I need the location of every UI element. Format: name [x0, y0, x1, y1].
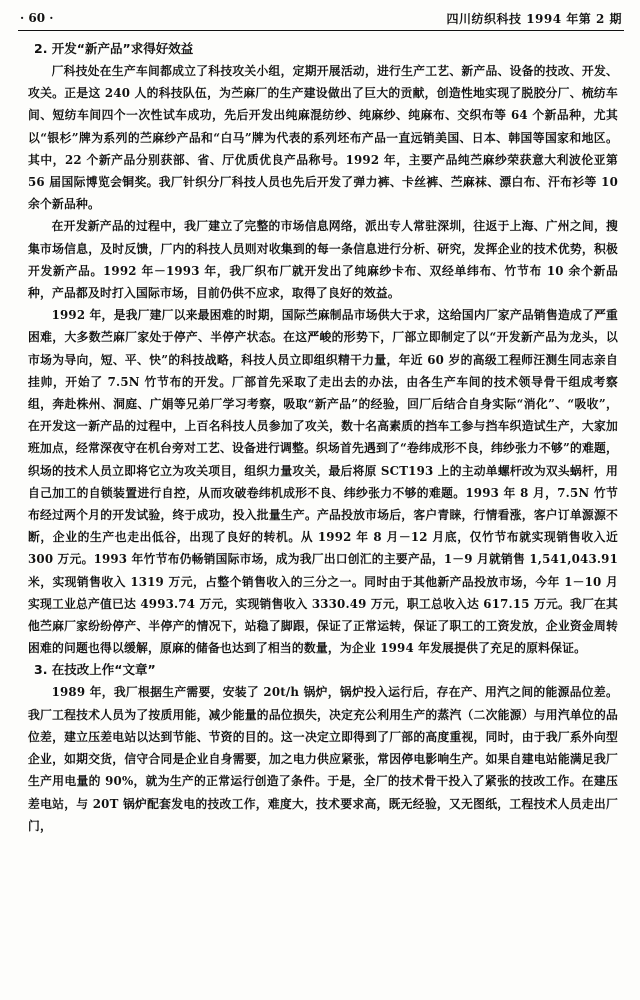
section-heading-new-products: 2. 开发“新产品”求得好效益	[34, 41, 194, 56]
section-heading-tech-renovation: 3. 在技改上作“文章”	[34, 662, 156, 678]
page-number: · 60 ·	[20, 11, 54, 25]
paragraph: 在开发新产品的过程中，我厂建立了完整的市场信息网络，派出专人常驻深圳，往返于上海、广州之间，搜集市场信息，及时反馈，厂内的科技人员则对收集到的每一条信息进行分析、研究，发挥企业的技术优势，积极开发新产品。1992 年－1993 年，我厂织布厂就开发出了纯麻纱卡布、双经单纬布、竹节布 10 余个新品种，产品都及时打入国际市场，目前仍供不应求，取得了良好的效益。	[28, 219, 618, 301]
paragraph: 1989 年，我厂根据生产需要，安装了 20t/h 锅炉，锅炉投入运行后，存在产、用汽之间的能源品位差。我厂工程技术人员为了按质用能，减少能量的品位损失，决定充公利用生产的蒸汽（二次能源）与用汽单位的品位差，建立压差电站以达到节能、节资的目的。这一决定立即得到了厂部的高度重视，同时，由于我厂系外向型企业，如期交货，信守合同是企业自身需要，加之电力供应紧张，常因停电影响生产。如果自建电站能满足我厂生产用电量的 90%，就为生产的正常运行创造了条件。于是，全厂的技术骨干投入了紧张的技改工作。在建压差电站，与 20T 锅炉配套发电的技改工作，难度大，技术要求高，既无经验，又无图纸，工程技术人员走出厂门，	[28, 685, 618, 833]
running-header	[20, 8, 622, 28]
article-body	[28, 38, 618, 1000]
paragraph: 1992 年，是我厂建厂以来最困难的时期，国际苎麻制品市场供大于求，这给国内厂家产品销售造成了严重困难，大多数苎麻厂家处于停产、半停产状态。在这严峻的形势下，厂部立即制定了以“开发新产品为龙头，以市场为导向，短、平、快”的科技战略，科技人员立即组织精干力量，年近 60 岁的高级工程师汪测生同志亲自挂帅，开始了 7.5N 竹节布的开发。厂部首先采取了走出去的办法，由各生产车间的技术领导骨干组成考察组，奔赴株州、洞庭、广娟等兄弟厂学习考察，吸取“新产品”的经验，回厂后结合自身实际“消化”、“吸收”，在开发这一新产品的过程中，上百名科技人员参加了攻关，数十名高素质的挡车工参与挡车织造试生产，大家加班加点，经常深夜守在机台旁对工艺、设备进行调整。织场首先遇到了“卷纬成形不良，纬纱张力不够”的难题，织场的技术人员立即将它立为攻关项目，组织力量攻关，最后将原 SCT193 上的主动单螺杆改为双头蜗杆，用自己加工的自锁装置进行自控，从而攻破卷纬机成形不良、纬纱张力不够的难题。1993 年 8 月，7.5N 竹节布经过两个月的开发试验，终于成功，投入批量生产。产品投放市场后，客户青睐，行情看涨，客户订单源源不断，企业的生产也走出低谷，出现了良好的转机。从 1992 年 8 月－12 月底，仅竹节布就实现销售收入近 300 万元。1993 年竹节布仍畅销国际市场，成为我厂出口创汇的主要产品，1－9 月就销售 1,541,043.91 米，实现销售收入 1319 万元，占整个销售收入的三分之一。同时由于其他新产品投放市场，今年 1－10 月实现工业总产值已达 4993.74 万元，实现销售收入 3330.49 万元，职工总收入达 617.15 万元。我厂在其他苎麻厂家纷纷停产、半停产的情况下，站稳了脚跟，保证了正常运转，保证了职工的工资发放，企业资金周转困难的问题也得以缓解，原麻的储备也达到了相当的数量，为企业 1994 年发展提供了充足的原料保证。	[28, 308, 618, 656]
journal-issue: 四川纺织科技 1994 年第 2 期	[446, 11, 622, 26]
paragraph: 厂科技处在生产车间都成立了科技攻关小组，定期开展活动，进行生产工艺、新产品、设备的技改、开发、攻关。正是这 240 人的科技队伍，为苎麻厂的生产建设做出了巨大的贡献，创造性地实现了脱胶分厂、梳纺车间、短纺车间四个一次性试车成功，先后开发出纯麻混纺纱、纯麻纱、纯麻布、交织布等 64 个新品种，尤其以“银杉”牌为系列的苎麻纱产品和“白马”牌为代表的系列坯布产品一直远销美国、日本、韩国等国家和地区。其中，22 个新产品分别获部、省、厅优质优良产品称号。1992 年，主要产品纯苎麻纱荣获意大利波伦亚第 56 届国际博览会铜奖。我厂针织分厂科技人员也先后开发了弹力裤、卡丝裤、苎麻袜、漂白布、汗布衫等 10 余个新品种。	[28, 64, 618, 212]
header-rule	[18, 30, 624, 31]
